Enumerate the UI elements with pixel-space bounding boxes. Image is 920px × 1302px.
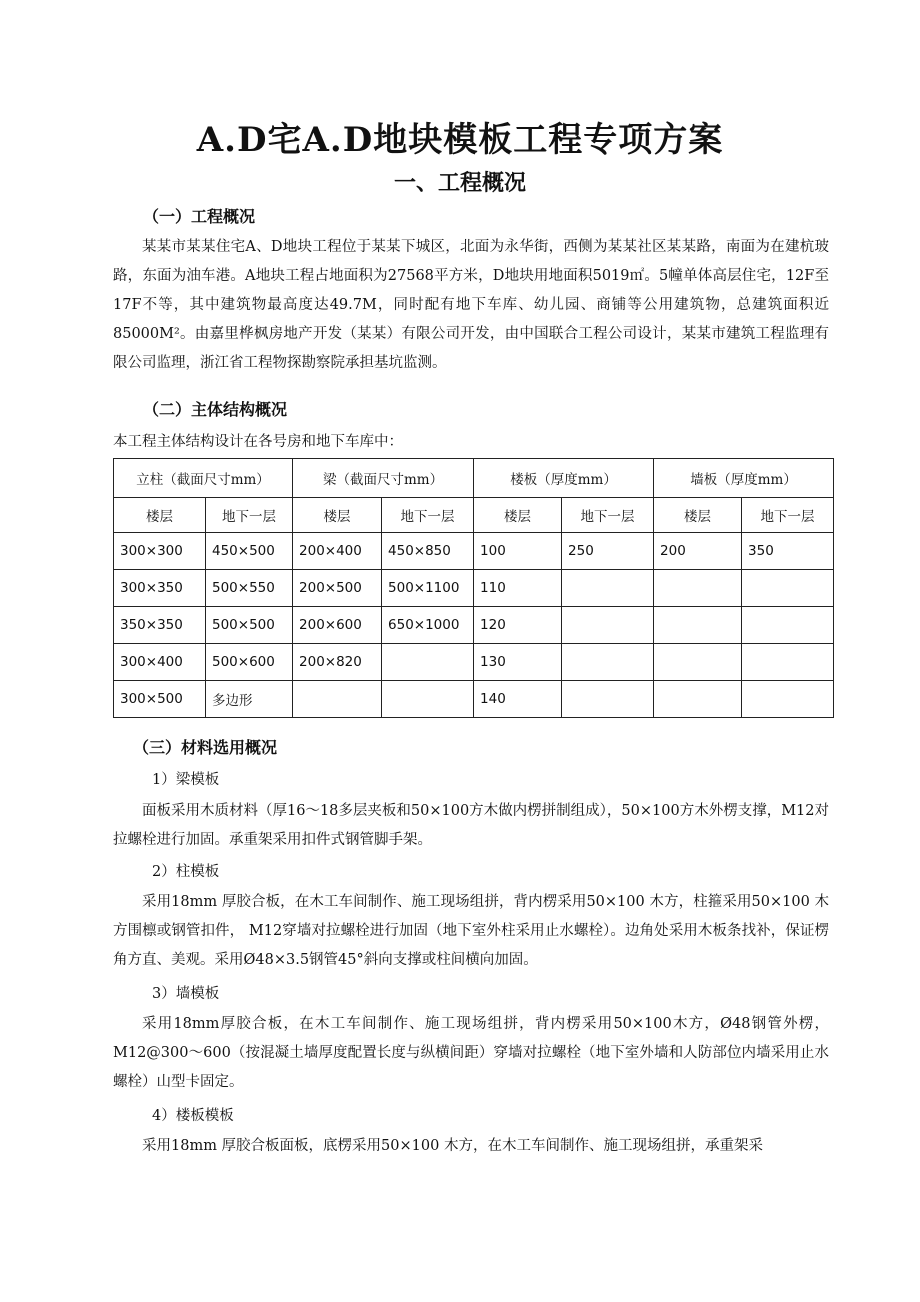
table-cell (562, 607, 654, 644)
item-label-beam: 1）梁模板 (152, 772, 220, 788)
table-cell (382, 644, 474, 681)
table-cell: 200×600 (293, 607, 382, 644)
table-cell: 500×1100 (382, 570, 474, 607)
table-cell: 300×400 (114, 644, 206, 681)
item-text-beam: 面板采用木质材料（厚16～18多层夹板和50×100方木做内楞拼制组成），50×100方木外楞支撑，M12对拉螺栓进行加固。承重架采用扣件式钢管脚手架。 (113, 803, 829, 848)
table-cell (654, 607, 742, 644)
section-heading: 一、工程概况 (393, 171, 526, 196)
table-cell: 130 (474, 644, 562, 681)
table-cell: 200×820 (293, 644, 382, 681)
table-cell: 300×500 (114, 681, 206, 718)
table-cell: 140 (474, 681, 562, 718)
table-row (114, 533, 834, 570)
table-cell: 110 (474, 570, 562, 607)
column-header: 地下一层 (562, 498, 654, 533)
table-cell: 350 (742, 533, 834, 570)
item-label-column: 2）柱模板 (152, 864, 220, 880)
table-row (114, 607, 834, 644)
table-cell (293, 681, 382, 718)
item-text-slab: 采用18mm 厚胶合板面板，底楞采用50×100 木方，在木工车间制作、施工现场组拼，承重架采 (142, 1138, 763, 1154)
table-cell: 450×850 (382, 533, 474, 570)
table-row (114, 570, 834, 607)
overview-heading: （一）工程概况 (143, 207, 256, 226)
column-group: 楼板（厚度mm） (474, 459, 654, 498)
table-cell: 300×300 (114, 533, 206, 570)
table-cell (562, 570, 654, 607)
item-label-wall: 3）墙模板 (152, 986, 220, 1002)
column-header: 楼层 (114, 498, 206, 533)
table-cell (742, 644, 834, 681)
table-cell: 200×500 (293, 570, 382, 607)
column-group: 梁（截面尺寸mm） (293, 459, 474, 498)
table-cell: 200 (654, 533, 742, 570)
item-label-slab: 4）楼板模板 (152, 1108, 234, 1124)
materials-heading: （三）材料选用概况 (133, 738, 278, 757)
table-group-header (114, 459, 834, 498)
table-cell: 120 (474, 607, 562, 644)
document-title: A.D宅A.D地块模板工程专项方案 (196, 120, 724, 160)
column-header: 地下一层 (382, 498, 474, 533)
table-sub-header (114, 498, 834, 533)
table-cell (742, 607, 834, 644)
table-cell: 450×500 (206, 533, 293, 570)
table-cell (654, 644, 742, 681)
table-cell: 多边形 (206, 681, 293, 718)
table-cell: 250 (562, 533, 654, 570)
column-group: 墙板（厚度mm） (654, 459, 834, 498)
table-row (114, 681, 834, 718)
table-cell: 500×500 (206, 607, 293, 644)
column-header: 楼层 (474, 498, 562, 533)
table-cell: 650×1000 (382, 607, 474, 644)
table-cell (562, 644, 654, 681)
table-cell (562, 681, 654, 718)
table-cell (742, 570, 834, 607)
table-cell: 500×550 (206, 570, 293, 607)
table-cell: 200×400 (293, 533, 382, 570)
column-header: 地下一层 (742, 498, 834, 533)
column-header: 楼层 (654, 498, 742, 533)
column-header: 地下一层 (206, 498, 293, 533)
table-cell: 350×350 (114, 607, 206, 644)
table-row (114, 644, 834, 681)
table-cell: 100 (474, 533, 562, 570)
overview-paragraph: 某某市某某住宅A、D地块工程位于某某下城区，北面为永华街，西侧为某某社区某某路，南面为在建杭玻路，东面为油车港。A地块工程占地面积为27568平方米，D地块用地面积5019㎡。5幢单体高层住宅，12F至17F不等，其中建筑物最高度达49.7M，同时配有地下车库、幼儿园、商铺等公用建筑物，总建筑面积近85000M²。由嘉里桦枫房地产开发（某某）有限公司开发，由中国联合工程公司设计，某某市建筑工程监理有限公司监理，浙江省工程物探勘察院承担基坑监测。 (113, 239, 829, 371)
column-group: 立柱（截面尺寸mm） (114, 459, 293, 498)
table-cell (654, 570, 742, 607)
structure-table (113, 458, 834, 718)
table-cell: 300×350 (114, 570, 206, 607)
column-header: 楼层 (293, 498, 382, 533)
table-cell (742, 681, 834, 718)
table-cell (654, 681, 742, 718)
structure-intro: 本工程主体结构设计在各号房和地下车库中： (113, 434, 403, 450)
structure-heading: （二）主体结构概况 (143, 400, 288, 419)
table-cell: 500×600 (206, 644, 293, 681)
item-text-wall: 采用18mm厚胶合板，在木工车间制作、施工现场组拼，背内楞采用50×100木方，Ø48钢管外楞，M12@300～600（按混凝土墙厚度配置长度与纵横间距）穿墙对拉螺栓（地下室外墙和人防部位内墙采用止水螺栓）山型卡固定。 (113, 1016, 829, 1090)
table-cell (382, 681, 474, 718)
item-text-column: 采用18mm 厚胶合板，在木工车间制作、施工现场组拼，背内楞采用50×100 木方，柱箍采用50×100 木方围檩或钢管扣件， M12穿墙对拉螺栓进行加固（地下室外柱采用止水螺栓）。边角处采用木板条找补，保证楞角方直、美观。采用Ø48×3.5钢管45°斜向支撑或柱间横向加固。 (113, 894, 829, 968)
